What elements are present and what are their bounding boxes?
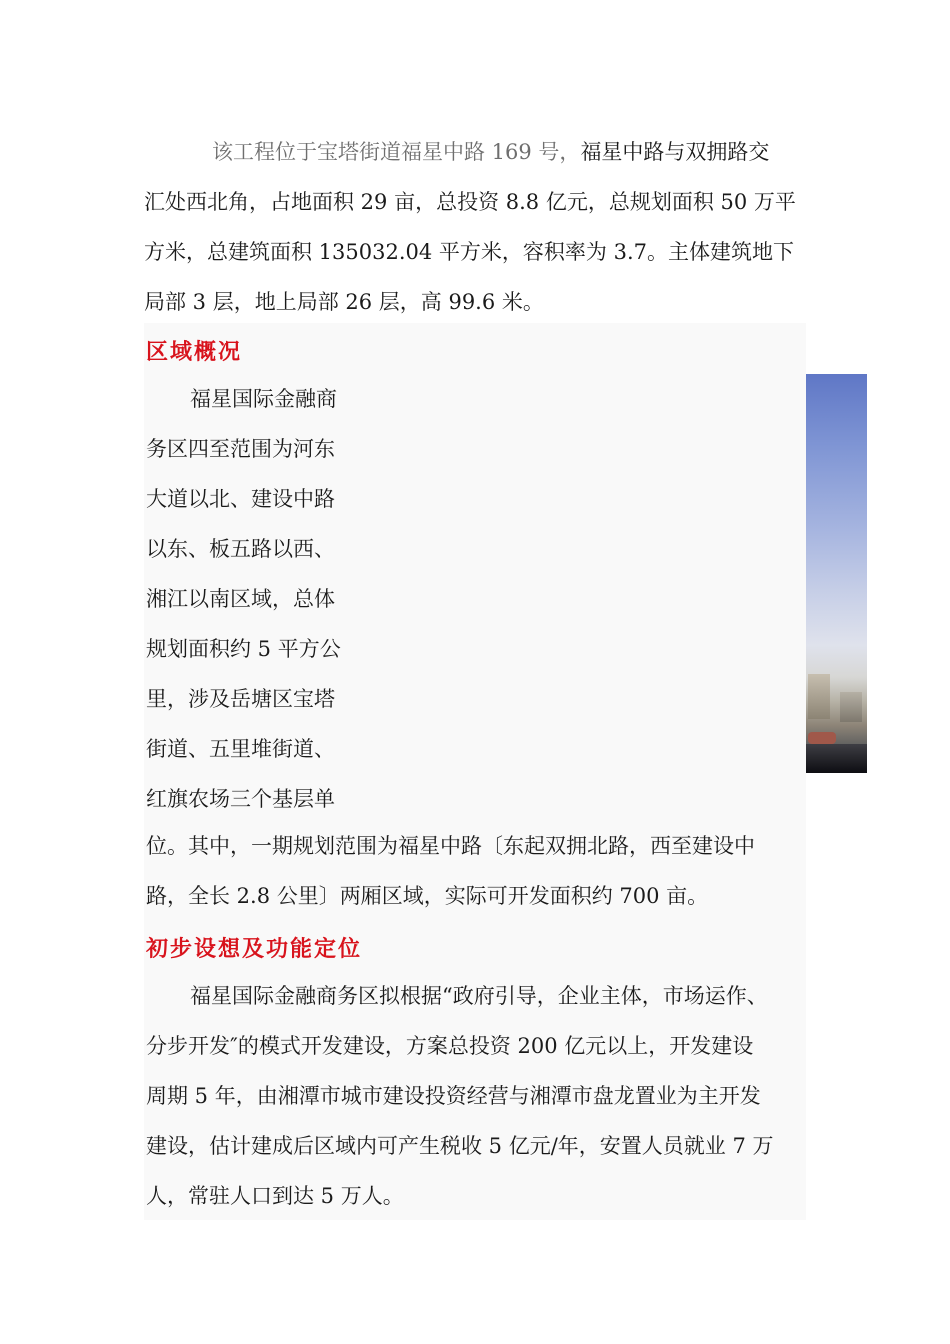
text-line: 湘江以南区域，总体 — [146, 587, 335, 611]
text-line: 路，全长 2.8 公里〕两厢区域，实际可开发面积约 700 亩。 — [146, 884, 709, 908]
intro-line-1-tail: 福星中路与双拥路交 — [580, 140, 770, 164]
text-line: 以东、板五路以西、 — [146, 537, 335, 561]
text-line: 红旗农场三个基层单 — [146, 787, 335, 811]
city-skyline-photo — [806, 374, 867, 773]
intro-line-2: 汇处西北角，占地面积 29 亩，总投资 8.8 亿元，总规划面积 50 万平 — [144, 190, 796, 214]
text-line: 街道、五里堆街道、 — [146, 737, 335, 761]
section-heading-regional-overview: 区域概况 — [146, 339, 243, 365]
text-line: 福星国际金融商 — [190, 387, 337, 411]
road-shape — [806, 744, 867, 773]
text-line: 务区四至范围为河东 — [146, 437, 335, 461]
text-line: 位。其中，一期规划范围为福星中路〔东起双拥北路，西至建设中 — [146, 834, 755, 858]
intro-location-text: 该工程位于宝塔街道福星中路 — [212, 140, 485, 164]
text-line: 分步开发″的模式开发建设，方案总投资 200 亿元以上，开发建设 — [146, 1034, 754, 1058]
regional-overview-wrapped-text — [146, 374, 386, 824]
text-line: 建设，估计建成后区域内可产生税收 5 亿元/年，安置人员就业 7 万 — [146, 1134, 774, 1158]
text-line: 周期 5 年，由湘潭市城市建设投资经营与湘潭市盘龙置业为主开发 — [146, 1084, 761, 1108]
building-shape — [840, 692, 862, 722]
text-line: 人，常驻人口到达 5 万人。 — [146, 1184, 404, 1208]
text-line: 福星国际金融商务区拟根据“政府引导，企业主体，市场运作、 — [190, 984, 768, 1008]
regional-overview-continued-text — [146, 821, 808, 921]
intro-line-1 — [144, 127, 806, 177]
text-line: 规划面积约 5 平方公 — [146, 637, 341, 661]
section-heading-preliminary-plan: 初步设想及功能定位 — [146, 936, 363, 962]
text-line: 里，涉及岳塘区宝塔 — [146, 687, 335, 711]
building-shape — [808, 674, 830, 719]
intro-number-text: 169 号， — [485, 140, 581, 164]
car-shape — [808, 732, 836, 744]
intro-paragraph — [144, 127, 806, 327]
intro-line-3: 方米，总建筑面积 135032.04 平方米，容积率为 3.7。主体建筑地下 — [144, 240, 794, 264]
intro-line-4: 局部 3 层，地上局部 26 层，高 99.6 米。 — [144, 290, 544, 314]
preliminary-plan-paragraph — [146, 971, 808, 1221]
text-line: 大道以北、建设中路 — [146, 487, 335, 511]
